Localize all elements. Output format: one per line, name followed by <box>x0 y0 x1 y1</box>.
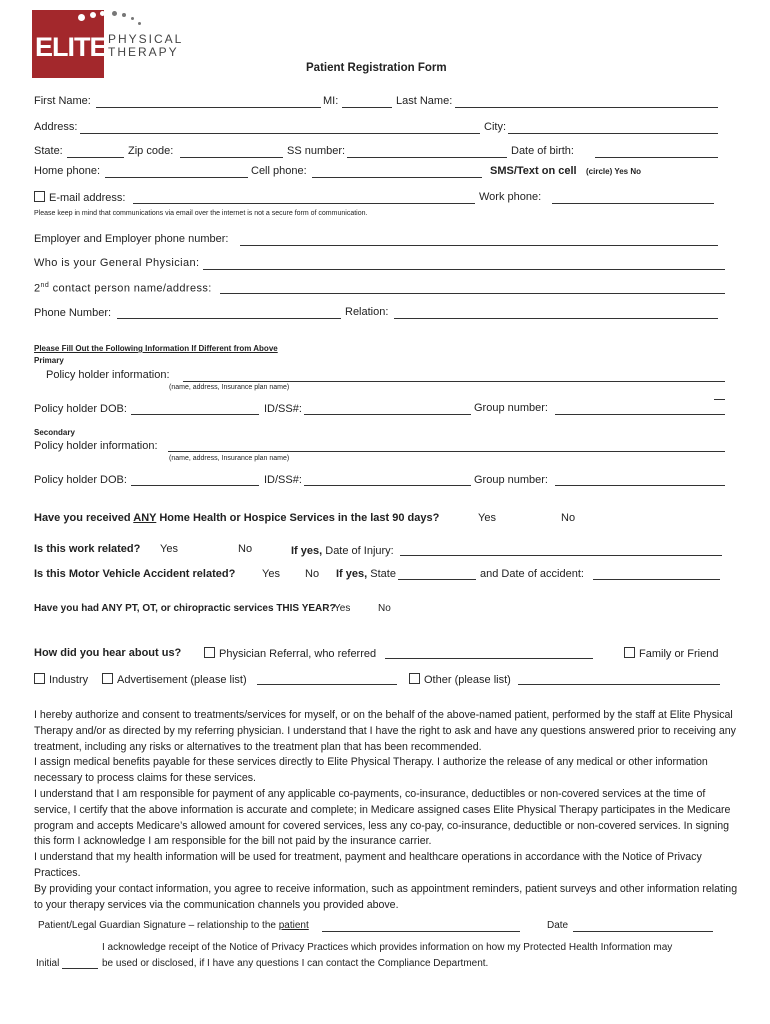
auth-paragraph: I understand that I am responsible for payment of any applicable co-payments, co-insurance, deductibles or non-covered services at the time of service, I certify that the above information is accurate and complete; in Medicare assigned cases Elite Physical Therapy participates in the Medicare program and accepts Medicare’s allowed amount for covered services, less any co-pay, co-insurance, deductible or non-covered services. In signing this form I acknowledge I am responsible for the bill not paid by the insurance carrier. <box>34 787 731 848</box>
home-phone-field[interactable] <box>105 177 248 178</box>
address-label: Address: <box>34 121 78 133</box>
mi-field[interactable] <box>342 107 392 108</box>
auth-paragraph: I hereby authorize and consent to treatments/services for myself, or on the behalf of the above-named patient, performed by the staff at Elite Physical Therapy and/or as directed by my referring physician. I understand that I have the right to ask and have any questions answered prior to receiving any treatment, including any risks or alternatives to the treatment plan that has been recommended. <box>34 709 736 753</box>
home-health-question: Have you received ANY Home Health or Hospice Services in the last 90 days? <box>34 512 440 524</box>
injury-date-label <box>291 545 394 557</box>
accident-date-label: and Date of accident: <box>480 568 584 580</box>
physician-referral-checkbox[interactable] <box>204 647 215 658</box>
primary-policy-dob-field[interactable] <box>131 414 259 415</box>
work-related-no[interactable]: No <box>238 543 253 555</box>
advertisement-label: Advertisement (please list) <box>117 674 247 686</box>
date-of-injury-text: Date of Injury: <box>325 545 394 557</box>
secondary-policy-dob-label: Policy holder DOB: <box>34 474 127 486</box>
pt-ot-no[interactable]: No <box>378 603 391 614</box>
accident-date-field[interactable] <box>593 579 720 580</box>
family-checkbox[interactable] <box>624 647 635 658</box>
email-row <box>34 191 125 204</box>
initial-label: Initial <box>36 958 60 969</box>
cell-phone-label: Cell phone: <box>251 165 307 177</box>
logo-dot <box>122 13 126 17</box>
logo-dot <box>78 14 85 21</box>
email-label: E-mail address: <box>49 192 126 204</box>
insurance-header: Please Fill Out the Following Information If Different from Above <box>34 344 278 353</box>
logo-dot <box>100 11 105 16</box>
family-option[interactable] <box>624 647 718 660</box>
sms-label: SMS/Text on cell <box>490 165 577 177</box>
email-field[interactable] <box>133 203 475 204</box>
city-label: City: <box>484 121 506 133</box>
advertisement-checkbox[interactable] <box>102 673 113 684</box>
signature-label-text: Patient/Legal Guardian Signature – relationship to the <box>38 920 276 931</box>
cell-phone-field[interactable] <box>312 177 482 178</box>
secondary-policy-info-label: Policy holder information: <box>34 440 158 452</box>
motor-vehicle-question: Is this Motor Vehicle Accident related? <box>34 568 236 580</box>
ack-line-2: be used or disclosed, if I have any questions I can contact the Compliance Department. <box>102 958 489 969</box>
other-label: Other (please list) <box>424 674 511 686</box>
primary-policy-info-field[interactable] <box>183 381 725 382</box>
primary-group-field[interactable] <box>555 414 725 415</box>
signature-field[interactable] <box>322 931 520 932</box>
first-name-field[interactable] <box>96 107 321 108</box>
second-contact-field[interactable] <box>220 293 725 294</box>
industry-option[interactable] <box>34 673 88 686</box>
home-phone-label: Home phone: <box>34 165 101 177</box>
primary-policy-info-label: Policy holder information: <box>46 369 170 381</box>
if-yes-text-2: If yes, <box>336 568 368 580</box>
second-contact-label <box>34 282 212 295</box>
other-option[interactable] <box>409 673 511 686</box>
advertisement-field[interactable] <box>257 684 397 685</box>
physician-referral-label: Physician Referral, who referred <box>219 648 377 660</box>
mi-label: MI: <box>323 95 339 107</box>
secondary-group-label: Group number: <box>474 474 548 486</box>
physician-referral-option[interactable] <box>204 647 376 660</box>
relation-field[interactable] <box>394 318 718 319</box>
logo-dot <box>112 11 117 16</box>
motor-vehicle-no[interactable]: No <box>305 568 320 580</box>
motor-vehicle-yes[interactable]: Yes <box>262 568 280 580</box>
pt-ot-yes[interactable]: Yes <box>334 603 351 614</box>
logo-brand: ELITE <box>35 32 107 62</box>
other-field[interactable] <box>518 684 720 685</box>
ss-field[interactable] <box>347 157 507 158</box>
logo-dot <box>131 17 134 20</box>
last-name-label: Last Name: <box>396 95 453 107</box>
secondary-policy-dob-field[interactable] <box>131 485 259 486</box>
zip-field[interactable] <box>180 157 283 158</box>
employer-label: Employer and Employer phone number: <box>34 233 229 245</box>
if-yes-text: If yes, <box>291 545 323 557</box>
first-name-label: First Name: <box>34 95 91 107</box>
family-label: Family or Friend <box>639 648 719 660</box>
primary-label: Primary <box>34 356 64 365</box>
email-checkbox[interactable] <box>34 191 45 202</box>
logo-dot <box>138 22 141 25</box>
work-related-question: Is this work related? <box>34 543 141 555</box>
referral-question: How did you hear about us? <box>34 647 182 659</box>
form-title: Patient Registration Form <box>306 62 447 74</box>
sms-options[interactable]: (circle) Yes No <box>586 167 641 176</box>
work-phone-field[interactable] <box>552 203 714 204</box>
email-note: Please keep in mind that communications via email over the internet is not a secure form of communication. <box>34 210 368 217</box>
authorization-text <box>34 708 744 913</box>
last-name-field[interactable] <box>455 107 718 108</box>
industry-checkbox[interactable] <box>34 673 45 684</box>
primary-group-label: Group number: <box>474 402 548 414</box>
pt-ot-question: Have you had ANY PT, OT, or chiropractic services THIS YEAR? <box>34 603 336 614</box>
accident-state-text: State <box>370 568 396 580</box>
phone-number-field[interactable] <box>117 318 341 319</box>
relation-label: Relation: <box>345 306 389 318</box>
secondary-policy-note: (name, address, Insurance plan name) <box>169 455 290 462</box>
dob-label: Date of birth: <box>511 145 574 157</box>
auth-paragraph: By providing your contact information, you agree to receive information, such as appointment reminders, patient surveys and other information relating to your therapy services via the communication channels you provided above. <box>34 882 738 911</box>
city-field[interactable] <box>508 133 718 134</box>
primary-policy-dob-label: Policy holder DOB: <box>34 403 127 415</box>
home-health-yes[interactable]: Yes <box>478 512 496 524</box>
home-health-no[interactable]: No <box>561 512 576 524</box>
logo-line2: THERAPY <box>108 45 179 59</box>
signature-label <box>38 920 309 931</box>
state-field[interactable] <box>67 157 124 158</box>
work-phone-label: Work phone: <box>479 191 542 203</box>
logo-line1: PHYSICAL <box>108 32 184 46</box>
primary-policy-note: (name, address, Insurance plan name) <box>169 384 290 391</box>
physician-field[interactable] <box>203 269 725 270</box>
second-contact-text: contact person name/address: <box>49 282 212 295</box>
second-contact-sup: nd <box>40 282 50 289</box>
logo-wordmark <box>108 33 183 59</box>
work-related-yes[interactable]: Yes <box>160 543 178 555</box>
primary-id-ss-label: ID/SS#: <box>264 403 302 415</box>
secondary-group-field[interactable] <box>555 485 725 486</box>
primary-policy-info-continued[interactable] <box>714 399 725 400</box>
accident-state-label <box>336 568 396 580</box>
other-checkbox[interactable] <box>409 673 420 684</box>
phone-number-label: Phone Number: <box>34 307 112 319</box>
secondary-label: Secondary <box>34 428 75 437</box>
industry-label: Industry <box>49 674 89 686</box>
logo-dot <box>90 12 96 18</box>
employer-field[interactable] <box>240 245 718 246</box>
address-field[interactable] <box>80 133 480 134</box>
physician-referral-field[interactable] <box>385 658 593 659</box>
injury-date-field[interactable] <box>400 555 722 556</box>
secondary-id-ss-field[interactable] <box>304 485 471 486</box>
primary-id-ss-field[interactable] <box>304 414 471 415</box>
state-label: State: <box>34 145 63 157</box>
auth-paragraph: I assign medical benefits payable for these services directly to Elite Physical Therapy. I authorize the release of any medical or other information necessary to process claims for these services. <box>34 756 708 785</box>
initial-field[interactable] <box>62 968 98 969</box>
advertisement-option[interactable] <box>102 673 247 686</box>
physician-label: Who is your General Physician: <box>34 257 200 269</box>
second-contact-num: 2 <box>34 282 41 295</box>
accident-state-field[interactable] <box>398 579 476 580</box>
secondary-id-ss-label: ID/SS#: <box>264 474 302 486</box>
auth-paragraph: I understand that my health information will be used for treatment, payment and healthcare operations in accordance with the Notice of Privacy Practices. <box>34 851 702 879</box>
date-label: Date <box>547 920 569 931</box>
secondary-policy-info-field[interactable] <box>168 451 725 452</box>
signature-patient-word: patient <box>278 920 309 931</box>
zip-label: Zip code: <box>128 145 174 157</box>
ss-label: SS number: <box>287 145 346 157</box>
date-field[interactable] <box>573 931 713 932</box>
dob-field[interactable] <box>595 157 718 158</box>
ack-line-1: I acknowledge receipt of the Notice of Privacy Practices which provides information on how my Protected Health Information may <box>102 942 673 953</box>
